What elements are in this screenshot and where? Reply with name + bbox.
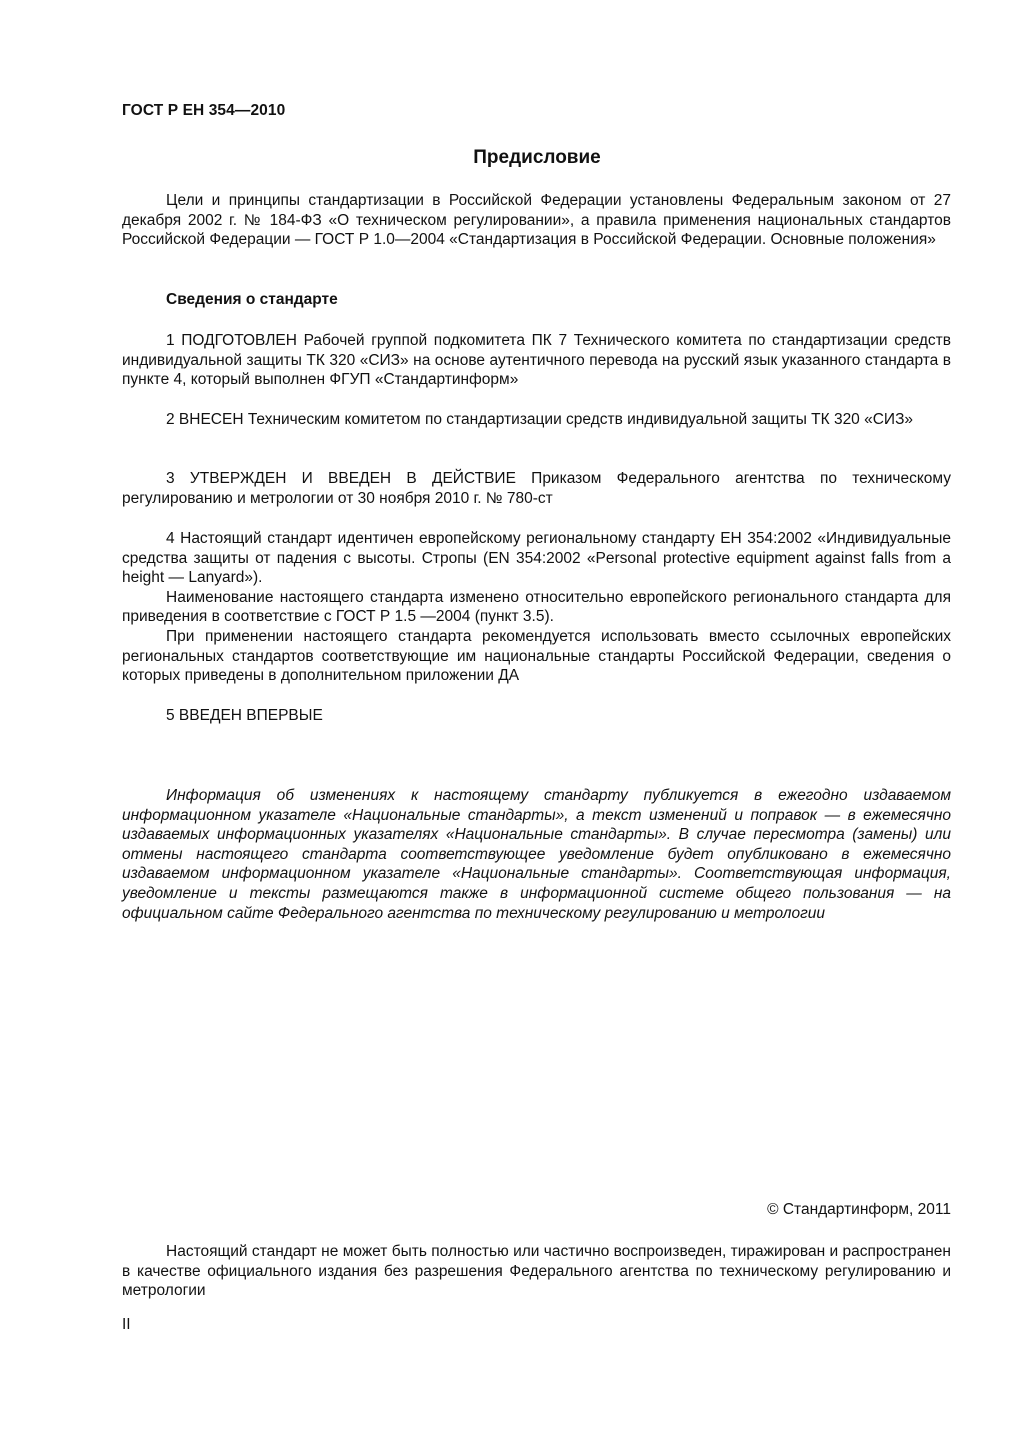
rights-notice bbox=[122, 1242, 951, 1301]
intro-paragraph bbox=[122, 191, 951, 250]
item-3-text: 3 УТВЕРЖДЕН И ВВЕДЕН В ДЕЙСТВИЕ Приказом Федерального агентства по техническому регулированию и метрологии от 30 ноября 2010 г. № 780-ст bbox=[122, 470, 951, 507]
changes-notice-text: Информация об изменениях к настоящему стандарту публикуется в ежегодно издаваемом информационном указателе «Национальные стандарты», а текст изменений и поправок — в ежемесячно издаваемых информационных указателях «Национальные стандарты». В случае пересмотра (замены) или отмены настоящего стандарта соответствующее уведомление будет опубликовано в ежемесячно издаваемом информационном указателе «Национальные стандарты». Соответствующая информация, уведомление и тексты размещаются также в информационной системе общего пользования — на официальном сайте Федерального агентства по техническому регулированию и метрологии bbox=[122, 787, 951, 922]
changes-notice bbox=[122, 786, 951, 923]
item-2-text: 2 ВНЕСЕН Техническим комитетом по стандартизации средств индивидуальной защиты ТК 320 «СИЗ» bbox=[166, 411, 914, 428]
item-3 bbox=[122, 469, 951, 508]
item-2 bbox=[122, 410, 951, 430]
document-code-header: ГОСТ Р ЕН 354—2010 bbox=[122, 102, 286, 119]
page-number: II bbox=[122, 1316, 131, 1333]
rights-notice-text: Настоящий стандарт не может быть полностью или частично воспроизведен, тиражирован и распространен в качестве официального издания без разрешения Федерального агентства по техническому регулированию и метрологии bbox=[122, 1243, 951, 1300]
item-4-name-change: Наименование настоящего стандарта изменено относительно европейского регионального стандарта для приведения в соответствие с ГОСТ Р 1.5 —2004 (пункт 3.5). bbox=[122, 588, 951, 626]
intro-text: Цели и принципы стандартизации в Российской Федерации установлены Федеральным законом от 27 декабря 2002 г. № 184-ФЗ «О техническом регулировании», а правила применения национальных стандартов Российской Федерации — ГОСТ Р 1.0—2004 «Стандартизация в Российской Федерации. Основные положения» bbox=[122, 192, 951, 249]
item-1-text: 1 ПОДГОТОВЛЕН Рабочей группой подкомитета ПК 7 Технического комитета по стандартизации средств индивидуальной защиты ТК 320 «СИЗ» на основе аутентичного перевода на русский язык указанного стандарта в пункте 4, который выполнен ФГУП «Стандартинформ» bbox=[122, 332, 951, 389]
item-1 bbox=[122, 331, 951, 390]
copyright-line: © Стандартинформ, 2011 bbox=[767, 1201, 951, 1218]
item-5-text: 5 ВВЕДЕН ВПЕРВЫЕ bbox=[166, 707, 323, 724]
item-4-references: При применении настоящего стандарта рекомендуется использовать вместо ссылочных европейских региональных стандартов соответствующие им национальные стандарты Российской Федерации, сведения о которых приведены в дополнительном приложении ДА bbox=[122, 627, 951, 685]
info-heading: Сведения о стандарте bbox=[166, 291, 338, 308]
item-4-text: 4 Настоящий стандарт идентичен европейскому региональному стандарту ЕН 354:2002 «Индивидуальные средства защиты от падения с высоты. Стропы (EN 354:2002 «Personal protective equipment against falls from a height — Lanyard»). bbox=[122, 530, 951, 587]
section-title: Предисловие bbox=[473, 147, 601, 168]
item-4 bbox=[122, 529, 951, 686]
item-5 bbox=[122, 706, 951, 726]
